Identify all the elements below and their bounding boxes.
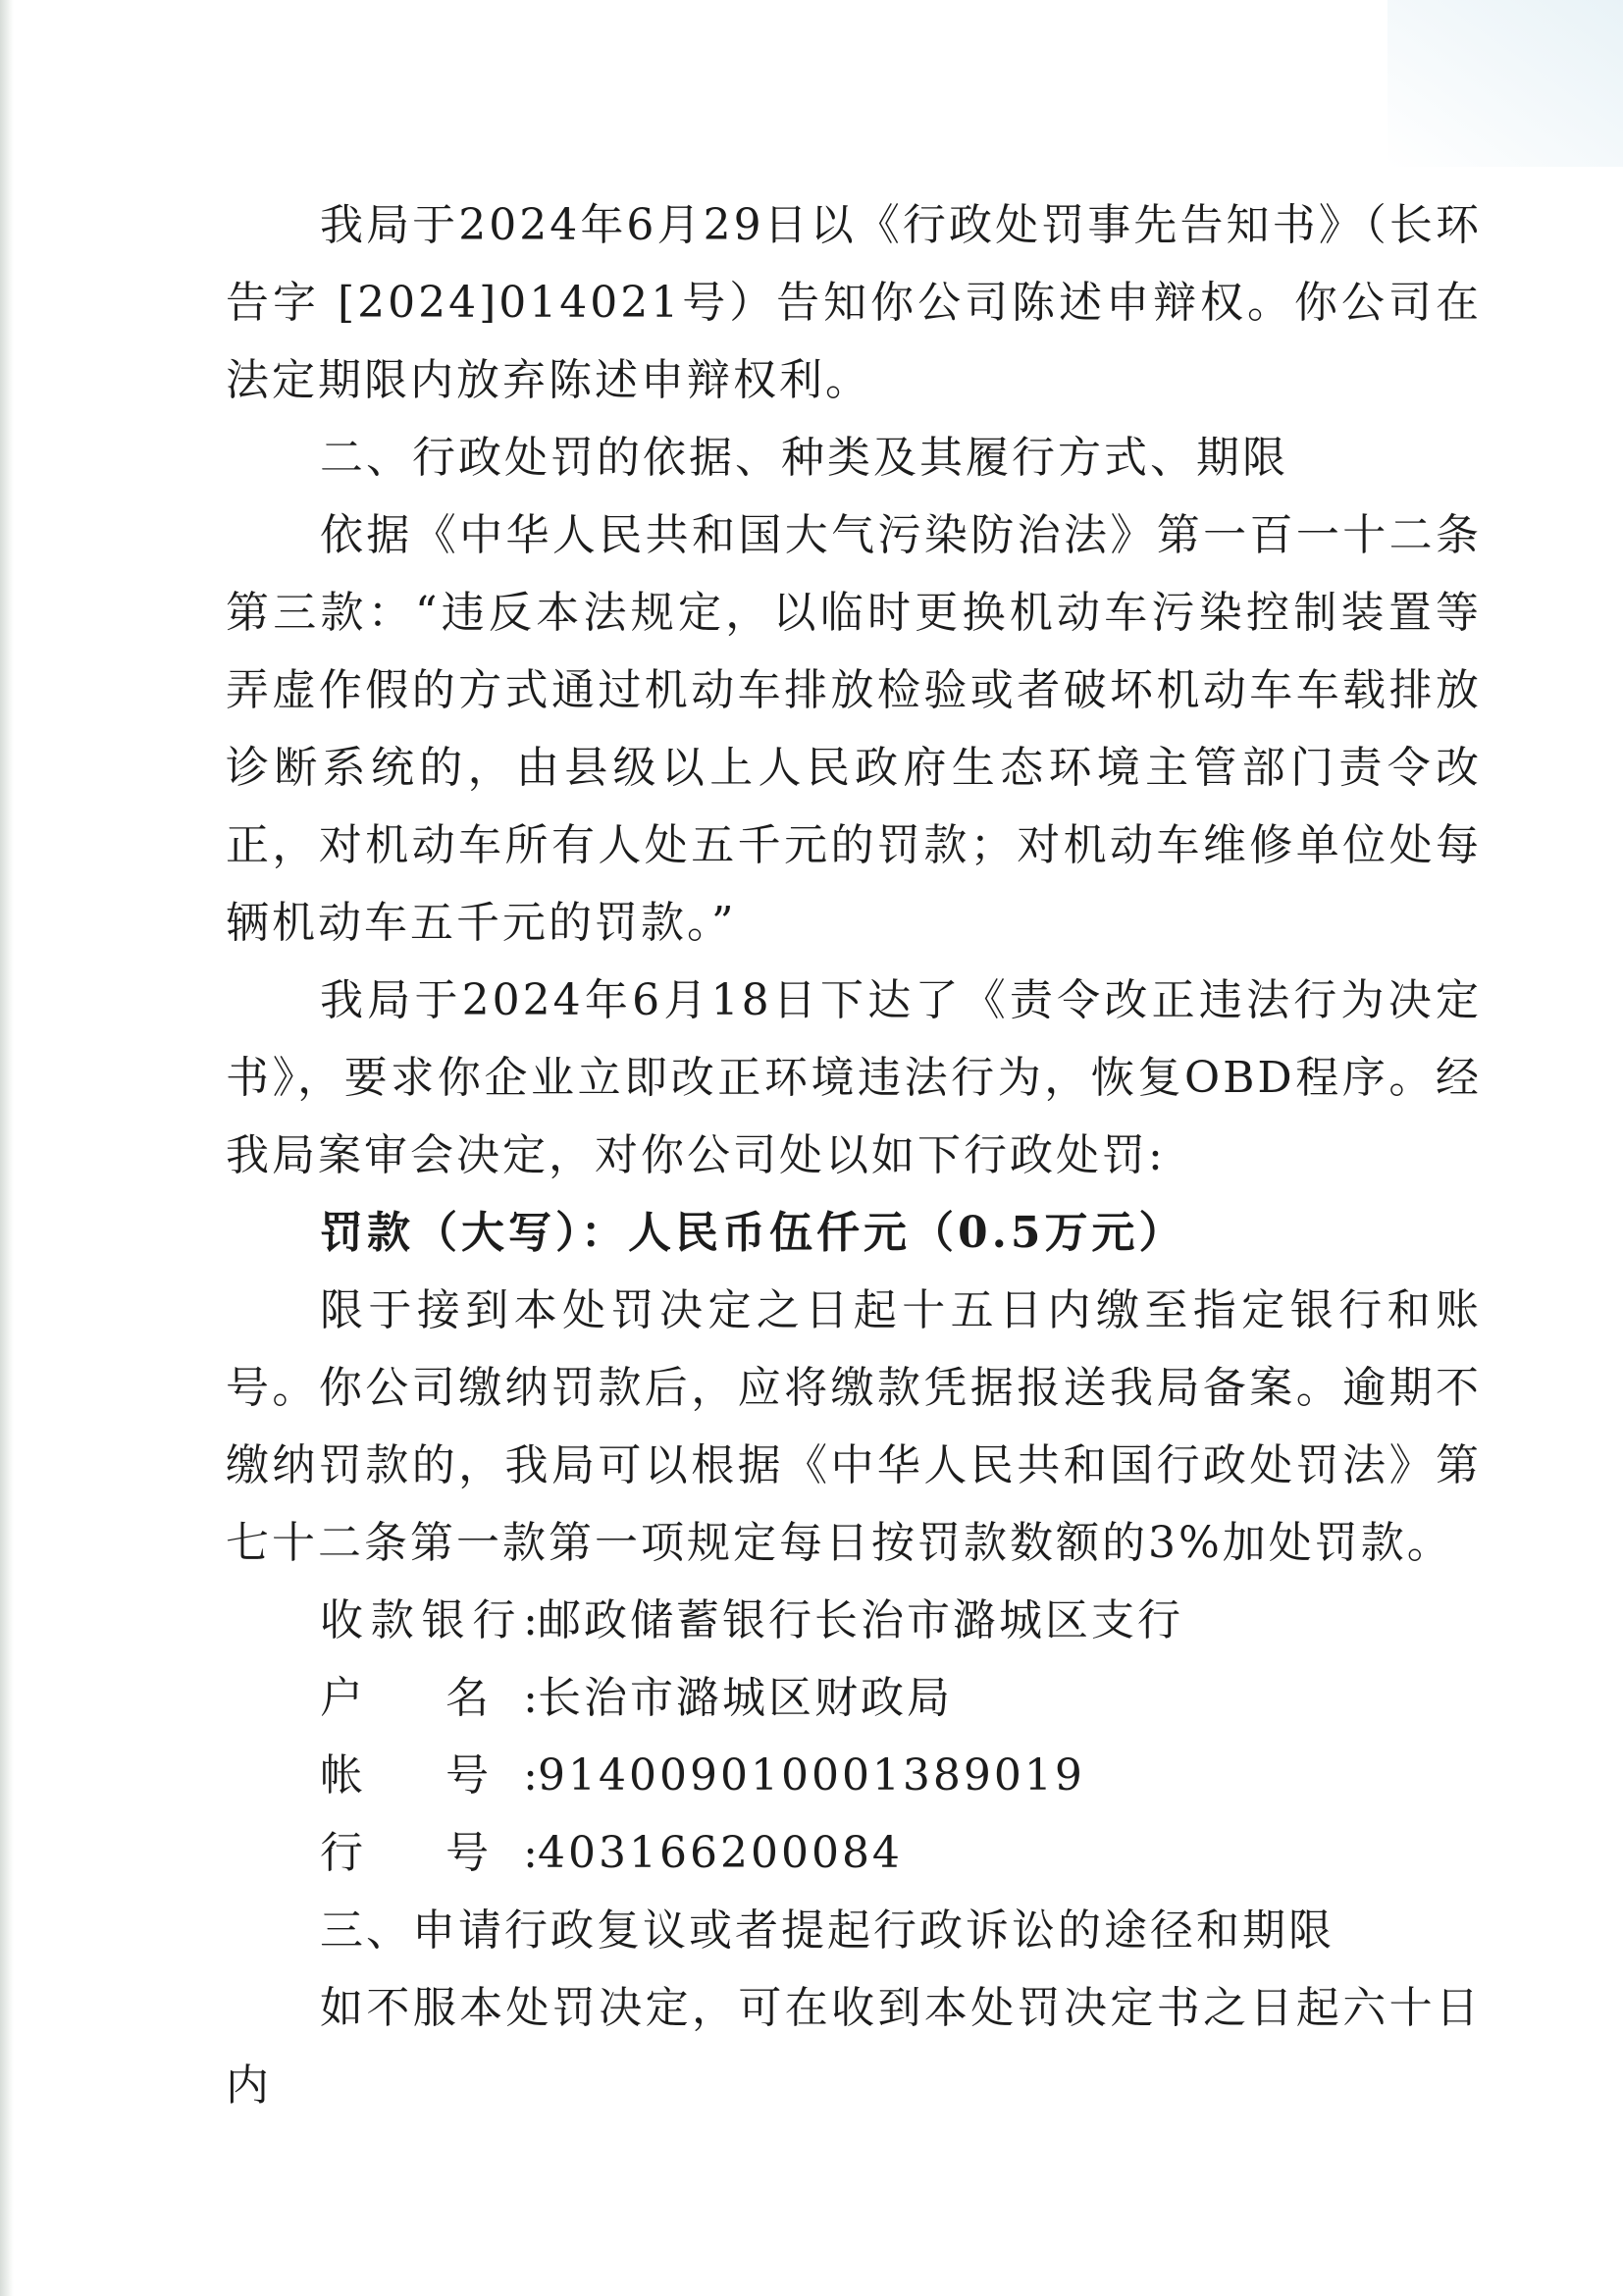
scan-page-edge — [0, 0, 14, 2296]
bank-code-value: 403166200084 — [538, 1828, 903, 1878]
bank-label: 收款银行: — [320, 1595, 538, 1645]
account-number-row — [226, 1737, 1482, 1814]
penalty-amount: 罚款（大写）：人民币伍仟元（0.5万元） — [320, 1208, 1186, 1258]
paragraph-payment-terms: 限于接到本处罚决定之日起十五日内缴至指定银行和账号。你公司缴纳罚款后，应将缴款凭据报送我局备案。逾期不缴纳罚款的，我局可以根据《中华人民共和国行政处罚法》第七十二条第一款第一项规定每日按罚款数额的3%加处罚款。 — [226, 1285, 1482, 1568]
account-name-value: 长治市潞城区财政局 — [538, 1673, 953, 1723]
account-number-label: 帐 号: — [320, 1750, 538, 1800]
paragraph-appeal: 如不服本处罚决定，可在收到本处罚决定书之日起六十日内 — [226, 1983, 1482, 2111]
paragraph-decision: 我局于2024年6月18日下达了《责令改正违法行为决定书》，要求你企业立即改正环境违法行为，恢复OBD程序。经我局案审会决定，对你公司处以如下行政处罚: — [226, 975, 1482, 1180]
bank-row — [226, 1582, 1482, 1659]
account-number-value: 914009010001389019 — [538, 1750, 1085, 1800]
bank-value: 邮政储蓄银行长治市潞城区支行 — [538, 1595, 1183, 1645]
scan-tint — [1387, 0, 1623, 167]
bank-code-label: 行 号: — [320, 1828, 538, 1878]
paragraph-legal-basis: 依据《中华人民共和国大气污染防治法》第一百一十二条第三款：“违反本法规定，以临时更换机动车污染控制装置等弄虚作假的方式通过机动车排放检验或者破坏机动车车载排放诊断系统的，由县级以上人民政府生态环境主管部门责令改正，对机动车所有人处五千元的罚款；对机动车维修单位处每辆机动车五千元的罚款。” — [226, 510, 1482, 948]
section-heading-3: 三、申请行政复议或者提起行政诉讼的途径和期限 — [320, 1905, 1335, 1956]
document-body — [226, 186, 1482, 2124]
section-heading-2: 二、行政处罚的依据、种类及其履行方式、期限 — [320, 433, 1288, 483]
paragraph-notice: 我局于2024年6月29日以《行政处罚事先告知书》（长环告字 [2024]014021号）告知你公司陈述申辩权。你公司在法定期限内放弃陈述申辩权利。 — [226, 200, 1482, 405]
account-name-row — [226, 1659, 1482, 1737]
bank-code-row — [226, 1814, 1482, 1892]
account-name-label: 户 名: — [320, 1673, 538, 1723]
